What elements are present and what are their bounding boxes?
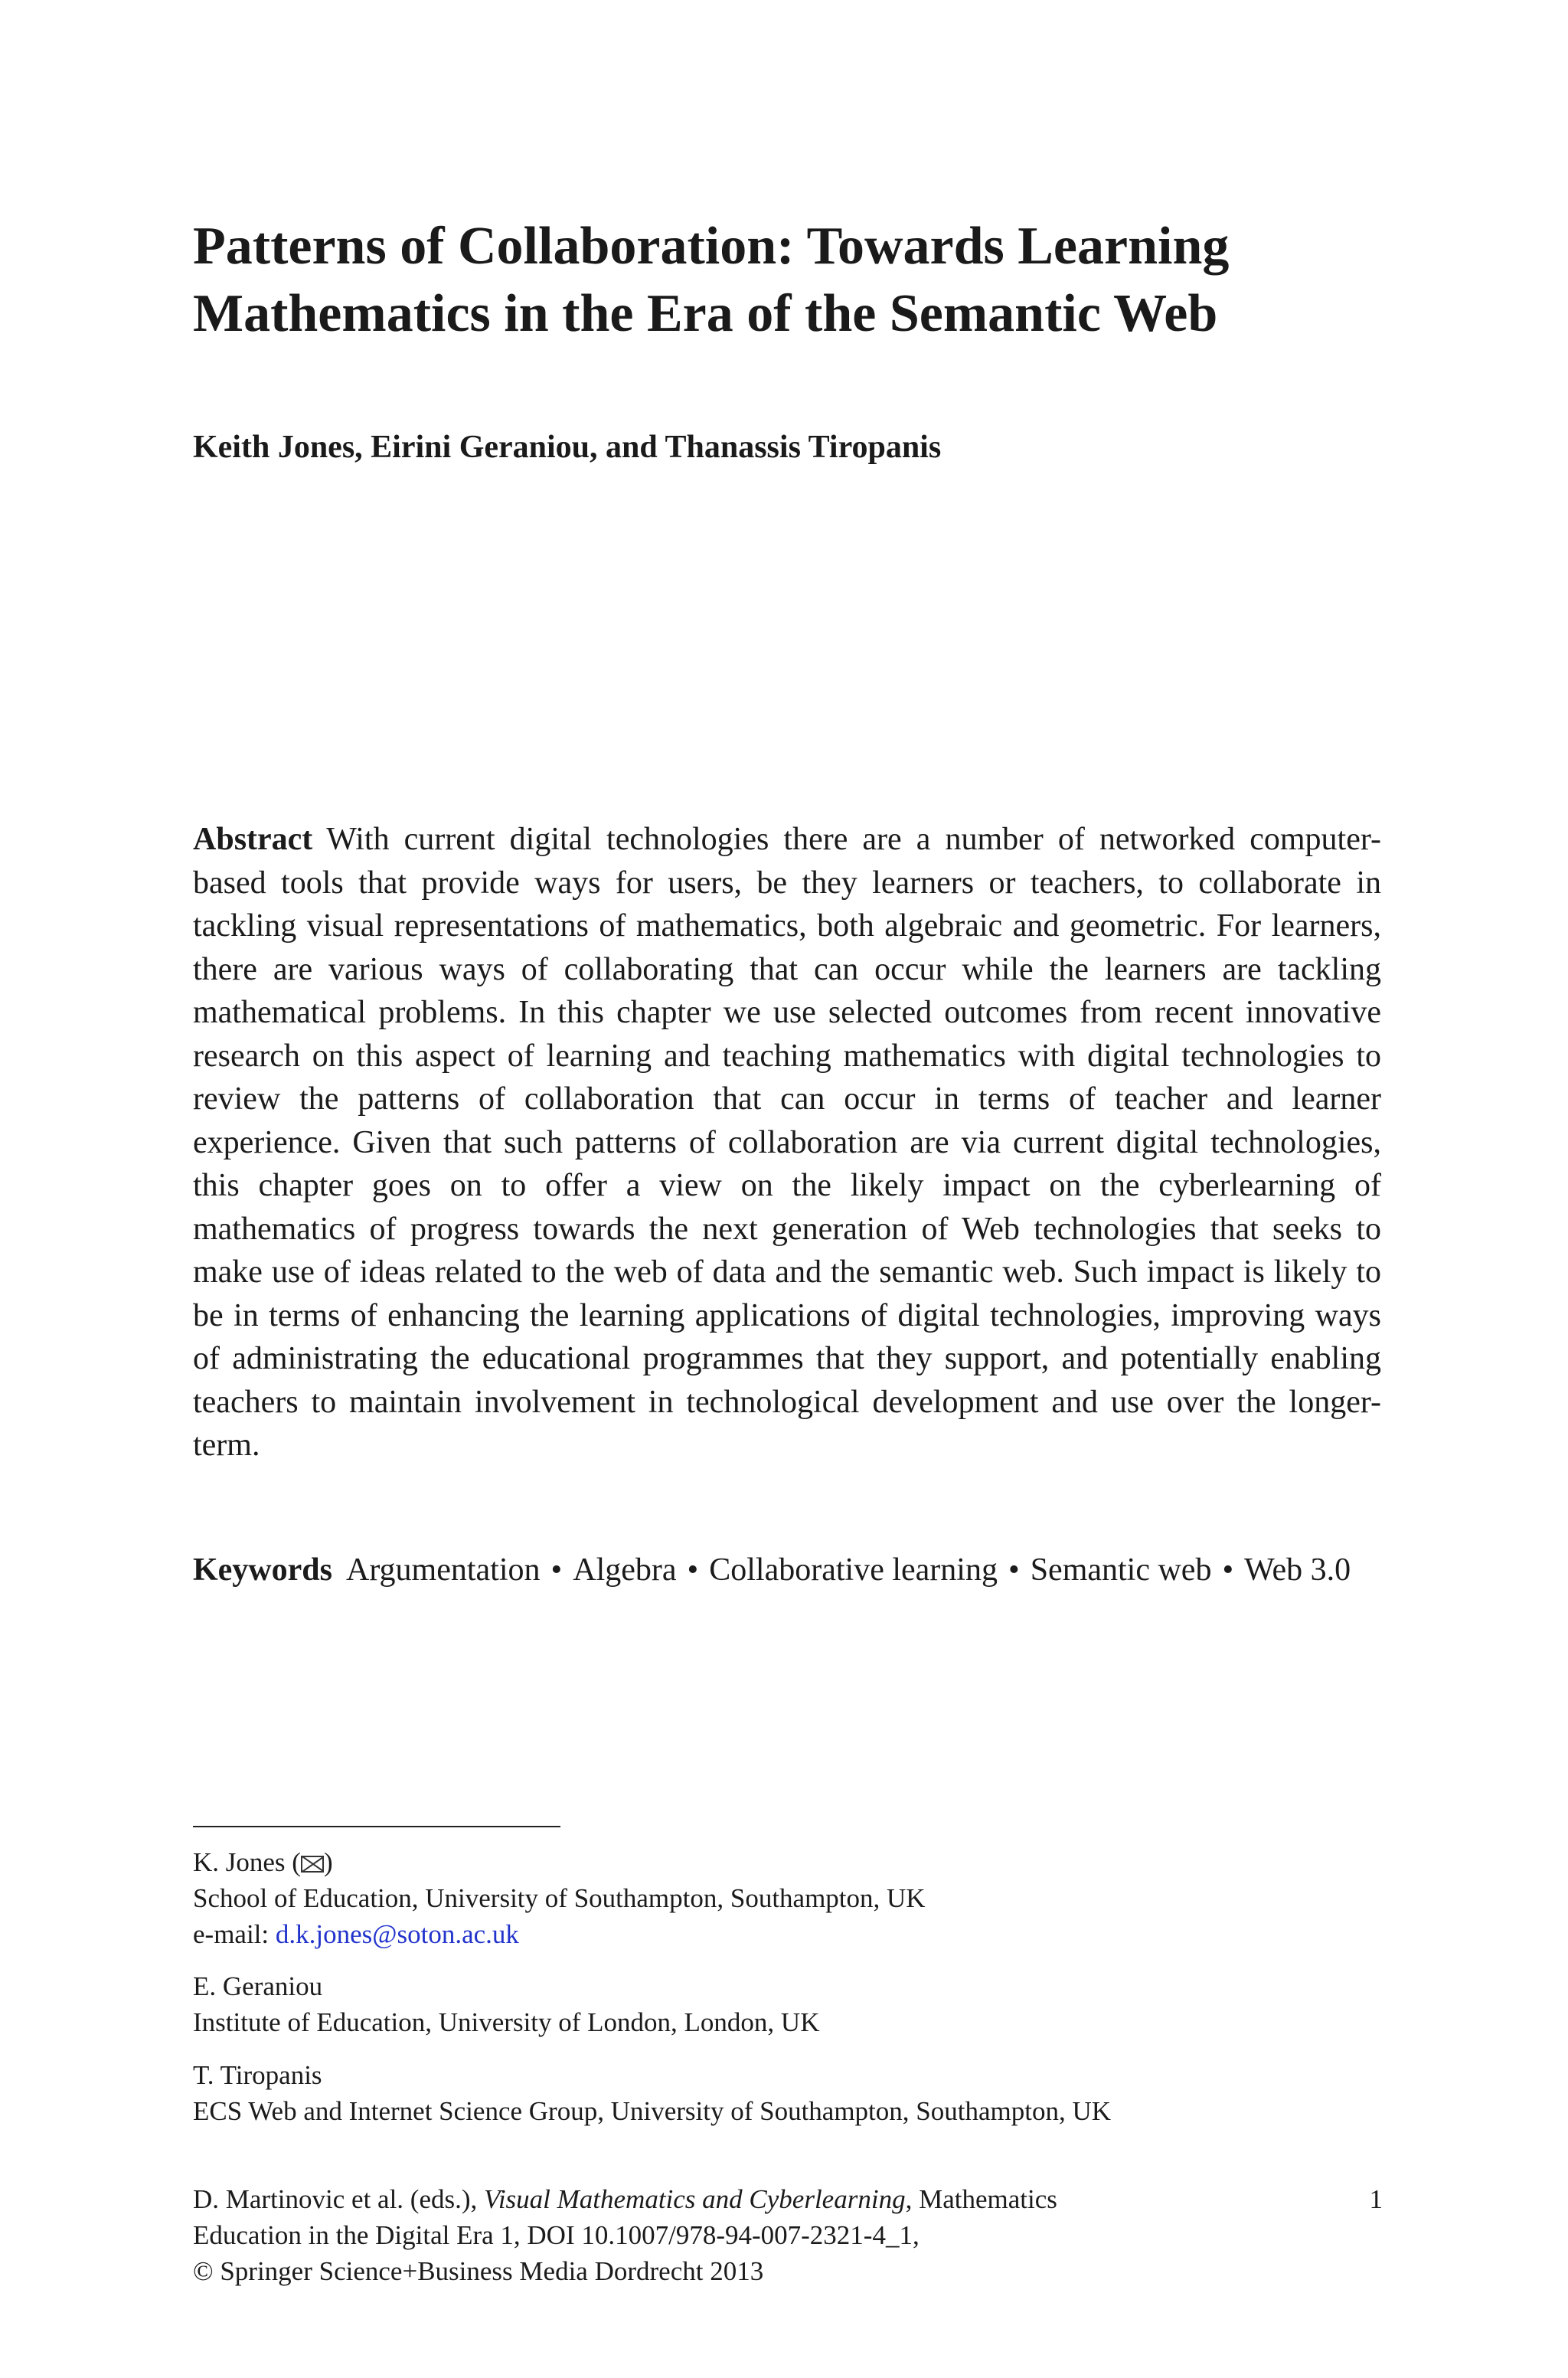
affiliation-email-line — [193, 1916, 926, 1952]
keyword-item: Algebra — [573, 1552, 677, 1588]
keyword-separator: • — [1222, 1552, 1234, 1588]
chapter-title-line-1: Patterns of Collaboration: Towards Learning — [193, 217, 1230, 276]
source-book-title: Visual Mathematics and Cyberlearning — [484, 2184, 906, 2214]
chapter-title-line-2: Mathematics in the Era of the Semantic Web — [193, 284, 1218, 343]
abstract-block — [193, 818, 1381, 1467]
affiliation-institution: ECS Web and Internet Science Group, University of Southampton, Southampton, UK — [193, 2096, 1112, 2126]
source-line-1 — [193, 2181, 1057, 2217]
source-citation — [193, 2181, 1057, 2289]
affiliation-name-close: ) — [323, 1847, 333, 1877]
keyword-item: Argumentation — [346, 1552, 541, 1588]
affiliation-geraniou — [193, 1968, 819, 2040]
page-number: 1 — [1369, 2184, 1383, 2214]
keyword-item: Collaborative learning — [709, 1552, 998, 1588]
abstract-text: With current digital technologies there are a number of networked computer-based tools that provide ways for users, be they learners or teachers, to collaborate in tackling visual representations of mathematics, both algebraic and geometric. For learners, there are various ways of collaborating that can occur while the learners are tackling mathematical problems. In this chapter we use selected outcomes from recent innovative research on this aspect of learning and teaching mathematics with digital technologies to review the patterns of collaboration that can occur in terms of teacher and learner experience. Given that such patterns of collaboration are via current digital technologies, this chapter goes on to offer a view on the likely impact on the cyberlearning of mathematics of progress towards the next generation of Web technologies that seeks to make use of ideas related to the web of data and the semantic web. Such impact is likely to be in terms of enhancing the learning applications of digital technologies, improving ways of administrating the educational programmes that they support, and potentially enabling teachers to maintain involvement in technological development and use over the longer-term. — [193, 822, 1381, 1463]
keywords-block — [193, 1549, 1381, 1592]
footnote-divider — [193, 1826, 560, 1827]
keyword-item: Web 3.0 — [1244, 1552, 1351, 1588]
source-editors: D. Martinovic et al. (eds.), — [193, 2184, 485, 2214]
keywords-label: Keywords — [193, 1552, 332, 1588]
affiliation-institution: Institute of Education, University of London, London, UK — [193, 2007, 820, 2037]
source-copyright: © Springer Science+Business Media Dordrecht 2013 — [193, 2256, 764, 2286]
email-link[interactable]: d.k.jones@soton.ac.uk — [275, 1919, 519, 1949]
author-list: Keith Jones, Eirini Geraniou, and Thanassis Tiropanis — [193, 430, 942, 465]
keyword-separator: • — [1008, 1552, 1020, 1588]
abstract-label: Abstract — [193, 822, 313, 857]
affiliation-name-line — [193, 1844, 926, 1880]
affiliation-tiropanis — [193, 2057, 1111, 2129]
affiliation-institution: School of Education, University of Southampton, Southampton, UK — [193, 1883, 926, 1913]
affiliation-name: E. Geraniou — [193, 1971, 323, 2001]
keyword-separator: • — [550, 1552, 563, 1588]
keyword-separator: • — [687, 1552, 699, 1588]
envelope-icon — [301, 1856, 324, 1873]
affiliation-name: T. Tiropanis — [193, 2060, 322, 2090]
source-line-2: Education in the Digital Era 1, DOI 10.1007/978-94-007-2321-4_1, — [193, 2220, 920, 2250]
chapter-title — [193, 213, 1387, 348]
email-label: e-mail: — [193, 1919, 276, 1949]
source-series: , Mathematics — [905, 2184, 1057, 2214]
affiliation-jones — [193, 1844, 926, 1952]
affiliation-name: K. Jones ( — [193, 1847, 301, 1877]
keyword-item: Semantic web — [1030, 1552, 1212, 1588]
